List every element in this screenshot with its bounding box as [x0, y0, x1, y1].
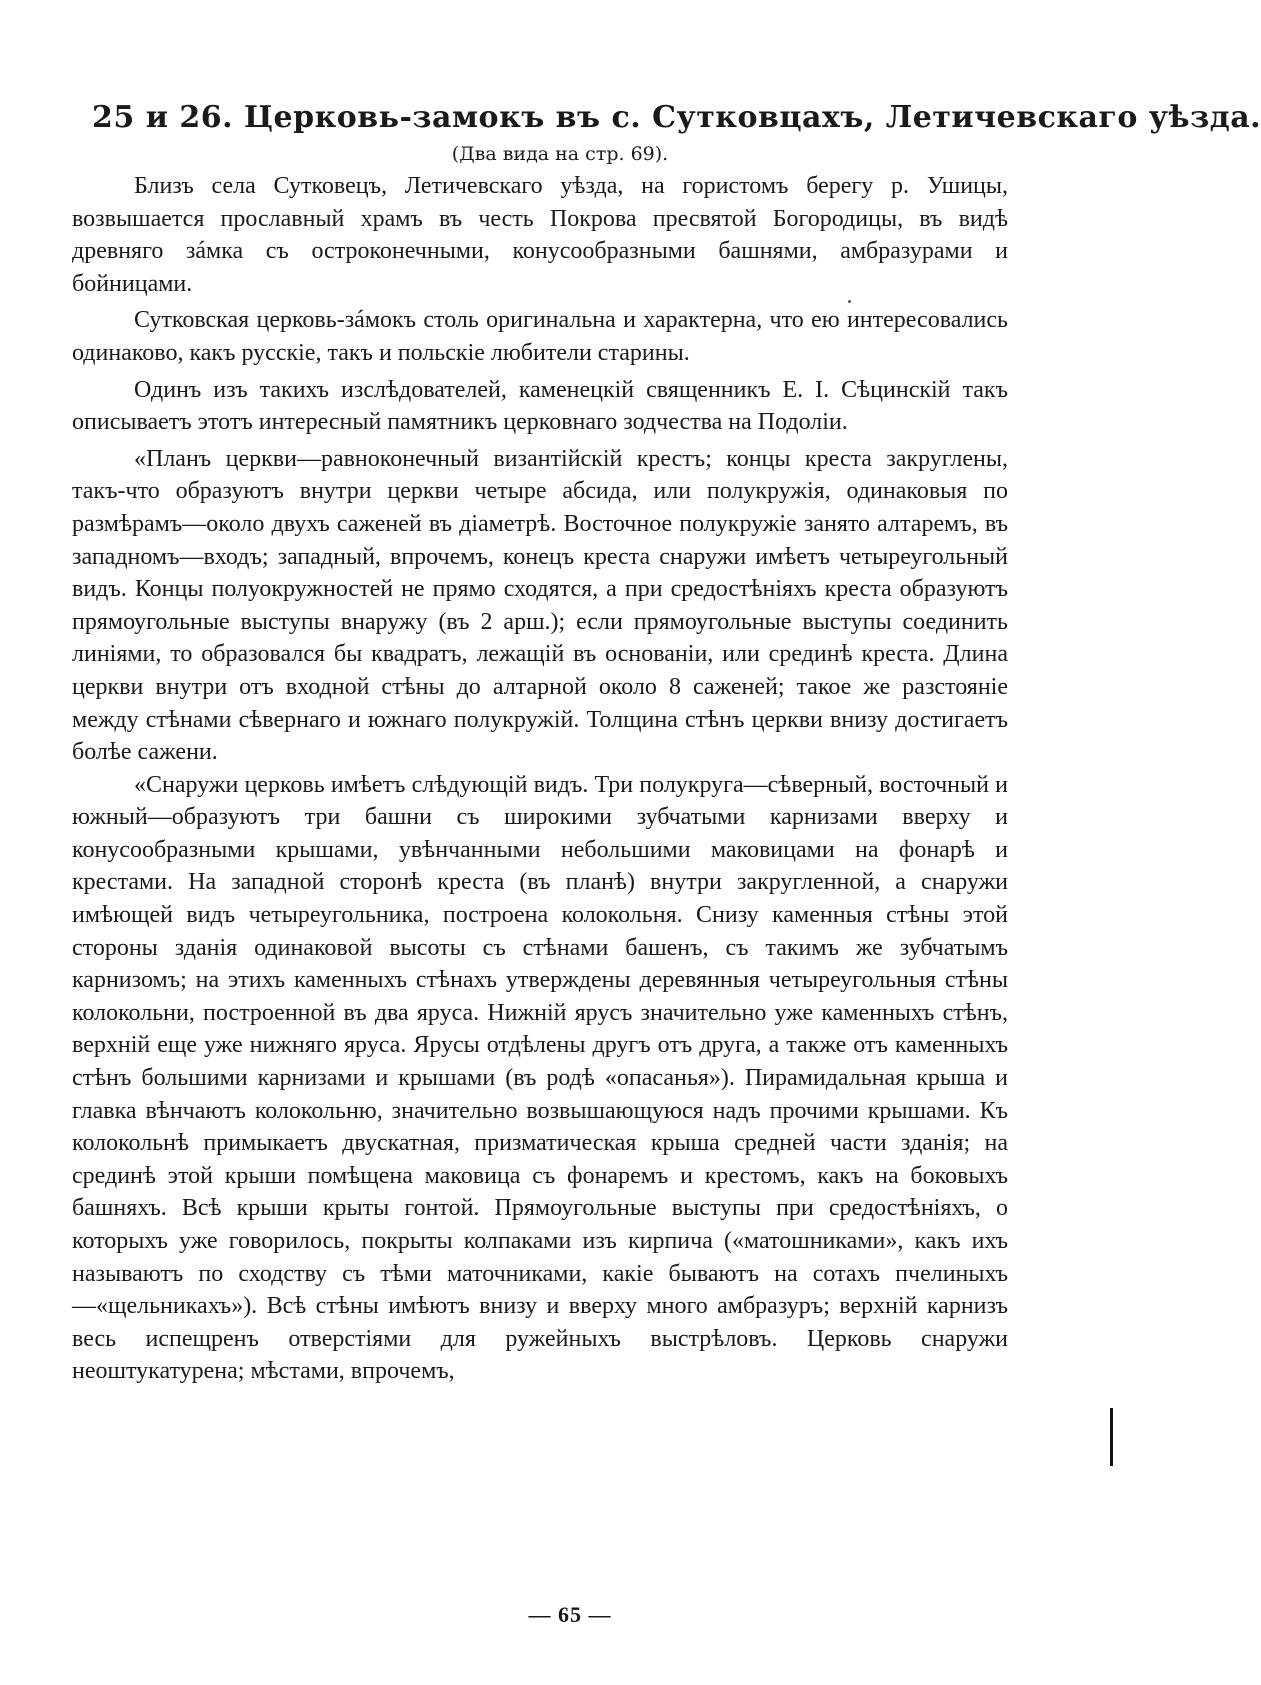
article-title: 25 и 26. Церковь-замокъ въ с. Сутковцахъ, Летичевскаго уѣзда.: [92, 100, 1261, 135]
paragraph-originality: Сутковская церковь-зáмокъ столь оригинальна и характерна, что ею интересовались одинаково, какъ русскіе, такъ и польскіе любители старины.: [72, 307, 1008, 366]
scan-margin-mark: [1110, 1408, 1113, 1466]
paragraph-exterior: «Снаружи церковь имѣетъ слѣдующій видъ. Три полукруга—сѣверный, восточный и южный—образуютъ три башни съ широкими зубчатыми карнизами вверху и конусообразными крышами, увѣнчанными небольшими маковицами на фонарѣ и крестами. На западной сторонѣ креста (въ планѣ) внутри закругленной, а снаружи имѣющей видъ четыреугольника, построена колокольня. Снизу каменныя стѣны этой стороны зданія одинаковой высоты съ стѣнами башенъ, съ такимъ же зубчатымъ карнизомъ; на этихъ каменныхъ стѣнахъ утверждены деревянныя четыреугольныя стѣны колокольни, построенной въ два яруса. Нижній ярусъ значительно уже каменныхъ стѣнъ, верхній еще уже нижняго яруса. Ярусы отдѣлены другъ отъ друга, а также отъ каменныхъ стѣнъ большими карнизами и крышами (въ родѣ «опасанья»). Пирамидальная крыша и главка вѣнчаютъ колокольню, значительно возвышающуюся надъ прочими крышами. Къ колокольнѣ примыкаетъ двускатная, призматическая крыша средней части зданія; на срединѣ этой крыши помѣщена маковица съ фонаремъ и крестомъ, какъ на боковыхъ башняхъ. Всѣ крыши крыты гонтой. Прямоугольные выступы при средостѣніяхъ, о которыхъ уже говорилось, покрыты колпаками изъ кирпича («матошниками», какъ ихъ называютъ по сходству съ тѣми маточниками, какіе бываютъ на сотахъ пчелиныхъ—«щельникахъ»). Всѣ стѣны имѣютъ внизу и вверху много амбразуръ; верхній карнизъ весь испещренъ отверстіями для ружейныхъ выстрѣловъ. Церковь снаружи неоштукатурена; мѣстами, впрочемъ,: [72, 771, 1008, 1385]
paragraph-researcher: Одинъ изъ такихъ изслѣдователей, каменецкій священникъ Е. І. Сѣцинскій такъ описываетъ этотъ интересный памятникъ церковнаго зодчества на Подоліи.: [72, 376, 1008, 436]
page-number: — 65 —: [528, 1602, 612, 1627]
paragraph-intro: Близъ села Сутковецъ, Летичевскаго уѣзда, на гористомъ берегу р. Ушицы, возвышается прославный храмъ въ честь Покрова пресвятой Богородицы, въ видѣ древняго зáмка съ остроконечными, конусообразными башнями, амбразурами и бойницами.: [72, 173, 1008, 297]
paragraph-plan: «Планъ церкви—равноконечный византійскій крестъ; концы креста закруглены, такъ-что образуютъ внутри церкви четыре абсида, или полукружія, одинаковыя по размѣрамъ—около двухъ саженей въ діаметрѣ. Восточное полукружіе занято алтаремъ, въ западномъ—входъ; западный, впрочемъ, конецъ креста снаружи имѣетъ четыреугольный видъ. Концы полуокружностей не прямо сходятся, а при средостѣніяхъ креста образуютъ прямоугольные выступы внаружу (въ 2 арш.); если прямоугольные выступы соединить линіями, то образовался бы квадратъ, лежащій въ основаніи, или срединѣ креста. Длина церкви внутри отъ входной стѣны до алтарной около 8 саженей; такое же разстояніе между стѣнами сѣвернаго и южнаго полукружій. Толщина стѣнъ церкви внизу достигаетъ болѣе сажени.: [72, 445, 1008, 766]
document-page: [72, 98, 1261, 1388]
article-subtitle: (Два вида на стр. 69).: [451, 143, 669, 165]
scan-speck: [848, 300, 851, 303]
